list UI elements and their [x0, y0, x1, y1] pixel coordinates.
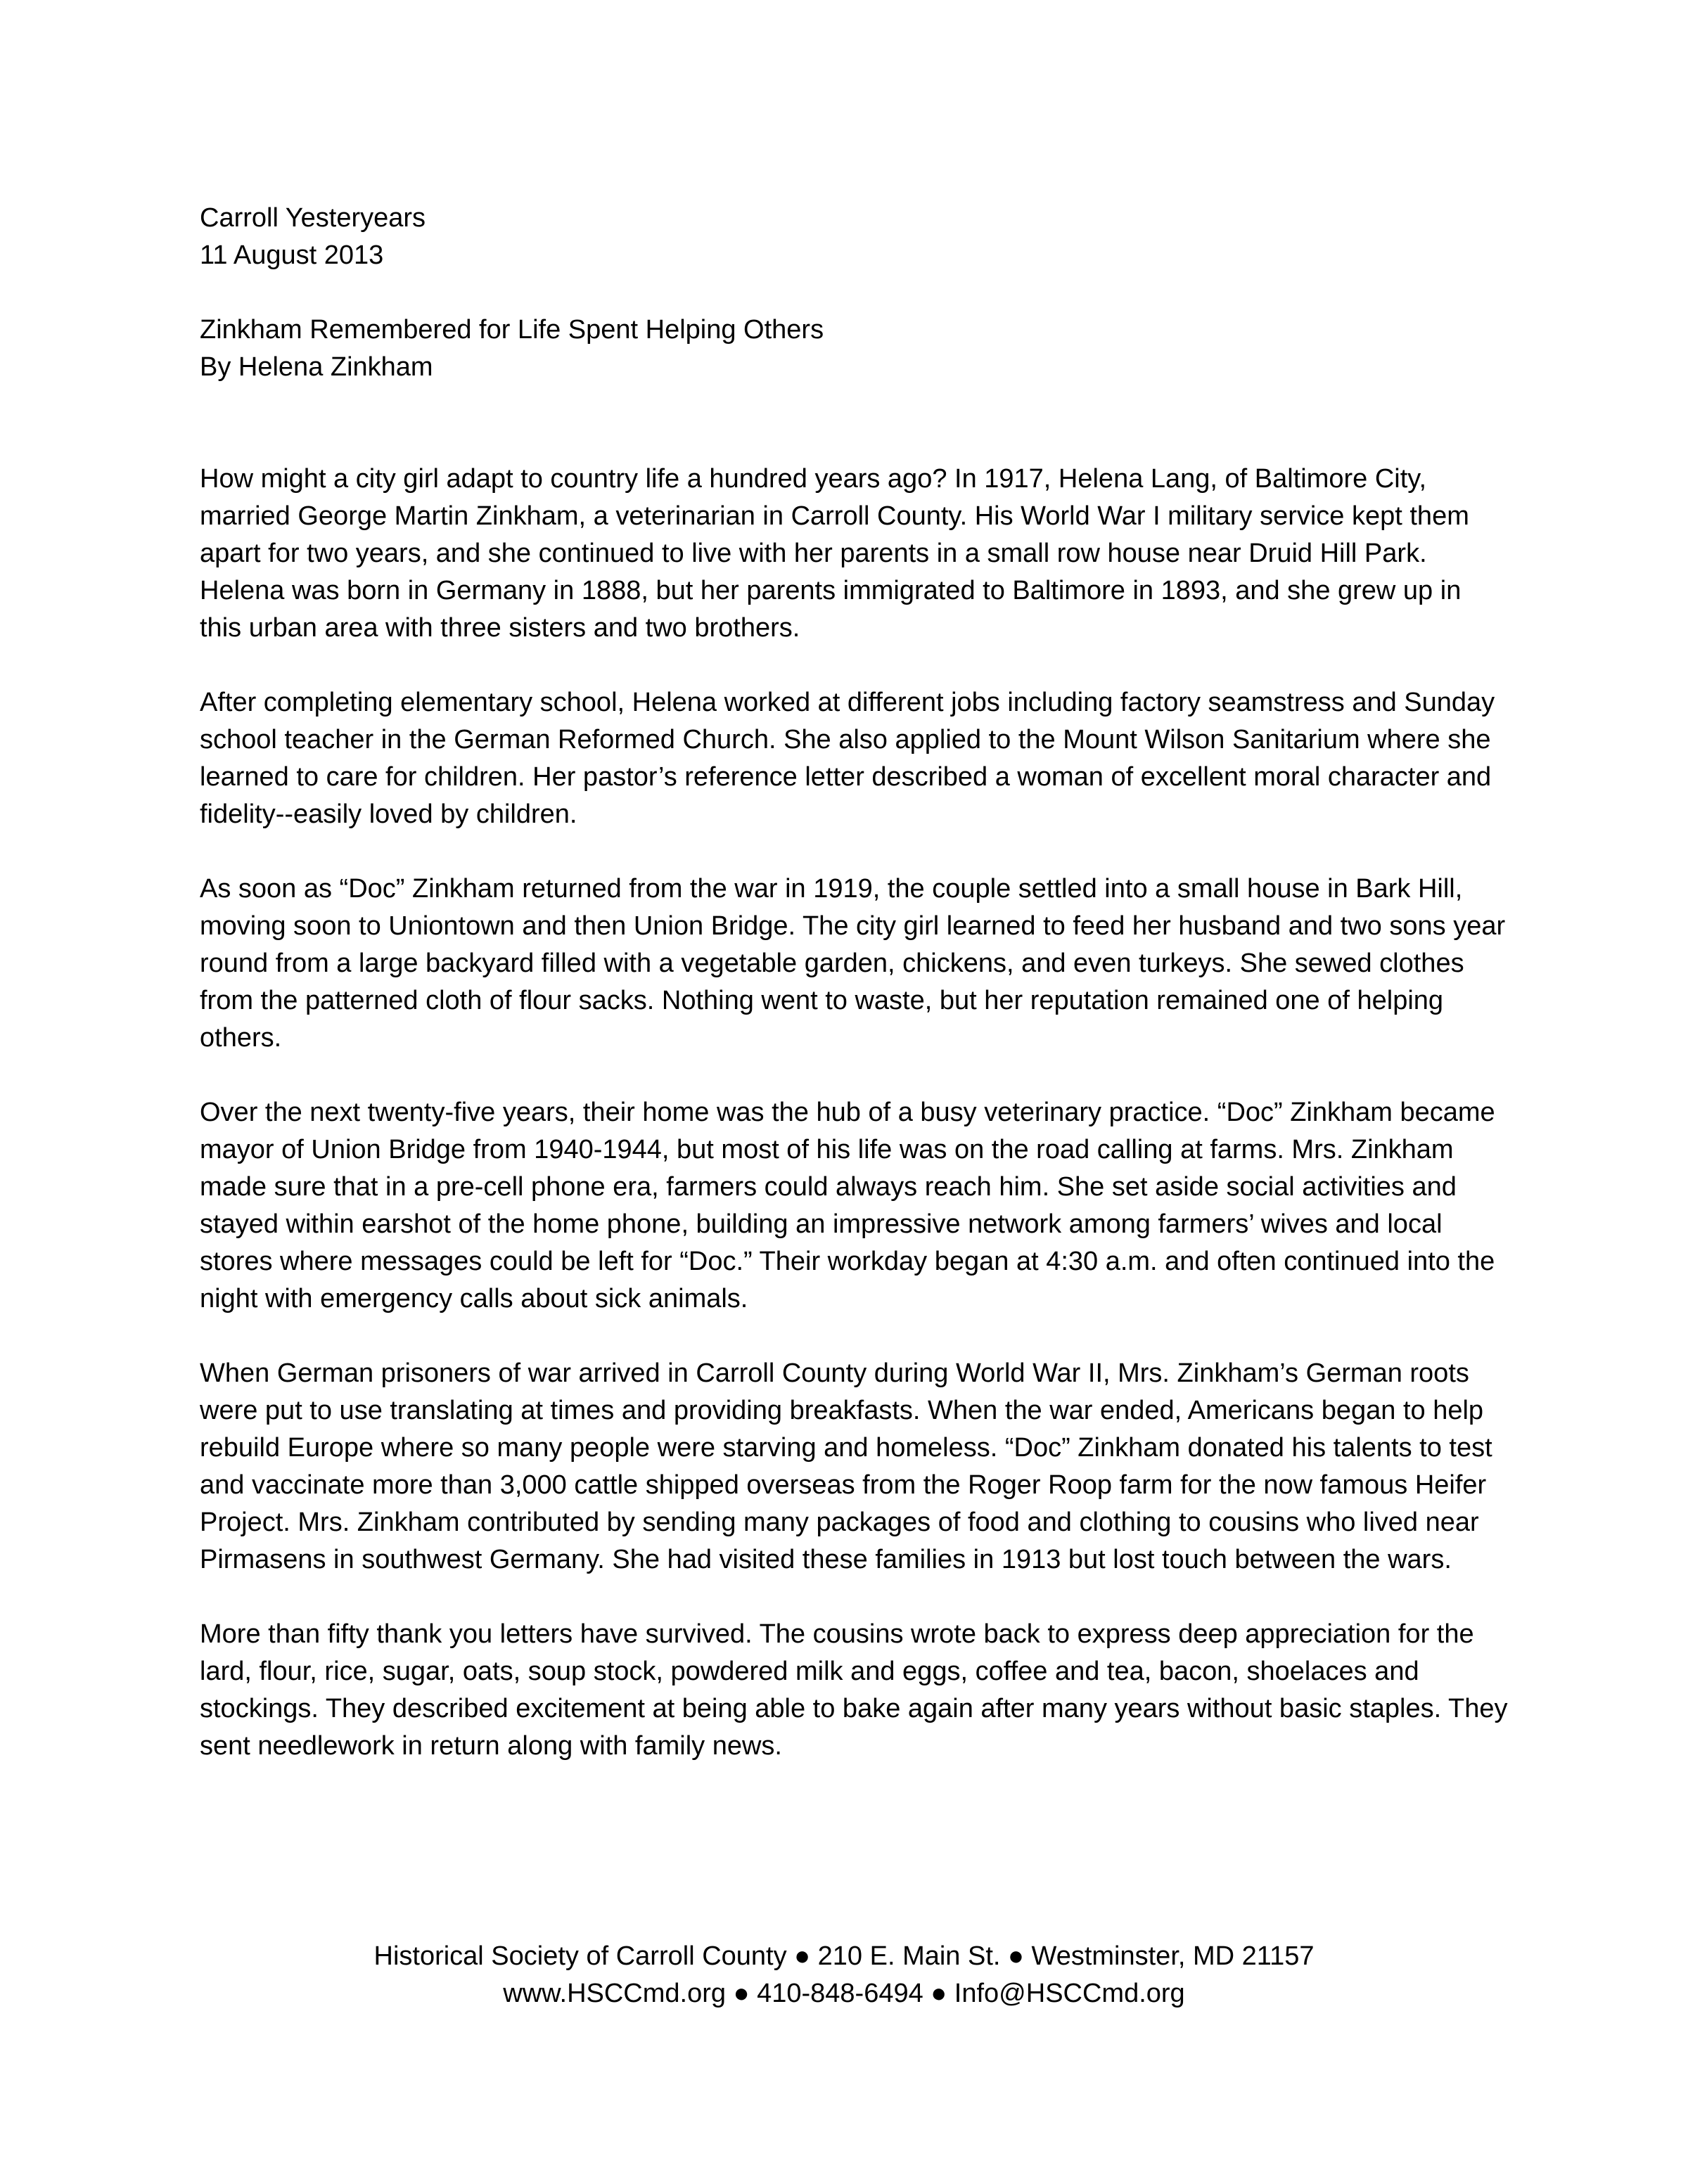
footer-contact: www.HSCCmd.org ● 410-848-6494 ● Info@HSCCmd.org — [503, 1979, 1185, 2008]
page-footer — [0, 1938, 1688, 2012]
paragraph: How might a city girl adapt to country life a hundred years ago? In 1917, Helena Lang, of Baltimore City, married George Martin Zinkham, a veterinarian in Carroll County. His World War I military service kept them apart for two years, and she continued to live with her parents in a small row house near Druid Hill Park. Helena was born in Germany in 1888, but her parents immigrated to Baltimore in 1893, and she grew up in this urban area with three sisters and two brothers. — [200, 464, 1469, 643]
article-title: Zinkham Remembered for Life Spent Helping Others — [200, 315, 824, 345]
publication-name: Carroll Yesteryears — [200, 203, 426, 233]
publication-date: 11 August 2013 — [200, 240, 384, 270]
article-body — [200, 461, 1508, 1802]
document-header — [200, 200, 1508, 274]
paragraph: More than fifty thank you letters have survived. The cousins wrote back to express deep appreciation for the lard, flour, rice, sugar, oats, soup stock, powdered milk and eggs, coffee and tea, bacon, shoelaces and stockings. They described excitement at being able to bake again after many years without basic staples. They sent needlework in return along with family news. — [200, 1619, 1508, 1761]
article-byline: By Helena Zinkham — [200, 352, 433, 382]
article-heading — [200, 311, 1508, 386]
paragraph: As soon as “Doc” Zinkham returned from the war in 1919, the couple settled into a small house in Bark Hill, moving soon to Uniontown and then Union Bridge. The city girl learned to feed her husband and two sons year round from a large backyard filled with a vegetable garden, chickens, and even turkeys. She sewed clothes from the patterned cloth of flour sacks. Nothing went to waste, but her reputation remained one of helping others. — [200, 874, 1506, 1053]
paragraph: When German prisoners of war arrived in Carroll County during World War II, Mrs. Zinkham’s German roots were put to use translating at times and providing breakfasts. When the war ended, Americans began to help rebuild Europe where so many people were starving and homeless. “Doc” Zinkham donated his talents to test and vaccinate more than 3,000 cattle shipped overseas from the Roger Roop farm for the now famous Heifer Project. Mrs. Zinkham contributed by sending many packages of food and clothing to cousins who lived near Pirmasens in southwest Germany. She had visited these families in 1913 but lost touch between the wars. — [200, 1358, 1492, 1574]
footer-address: Historical Society of Carroll County ● 210 E. Main St. ● Westminster, MD 21157 — [373, 1941, 1315, 1971]
paragraph: After completing elementary school, Helena worked at different jobs including factory seamstress and Sunday school teacher in the German Reformed Church. She also applied to the Mount Wilson Sanitarium where she learned to care for children. Her pastor’s reference letter described a woman of excellent moral character and fidelity--easily loved by children. — [200, 688, 1495, 829]
paragraph: Over the next twenty-five years, their home was the hub of a busy veterinary practice. “Doc” Zinkham became mayor of Union Bridge from 1940-1944, but most of his life was on the road calling at farms. Mrs. Zinkham made sure that in a pre-cell phone era, farmers could always reach him. She set aside social activities and stayed within earshot of the home phone, building an impressive network among farmers’ wives and local stores where messages could be left for “Doc.” Their workday began at 4:30 a.m. and often continued into the night with emergency calls about sick animals. — [200, 1098, 1495, 1313]
